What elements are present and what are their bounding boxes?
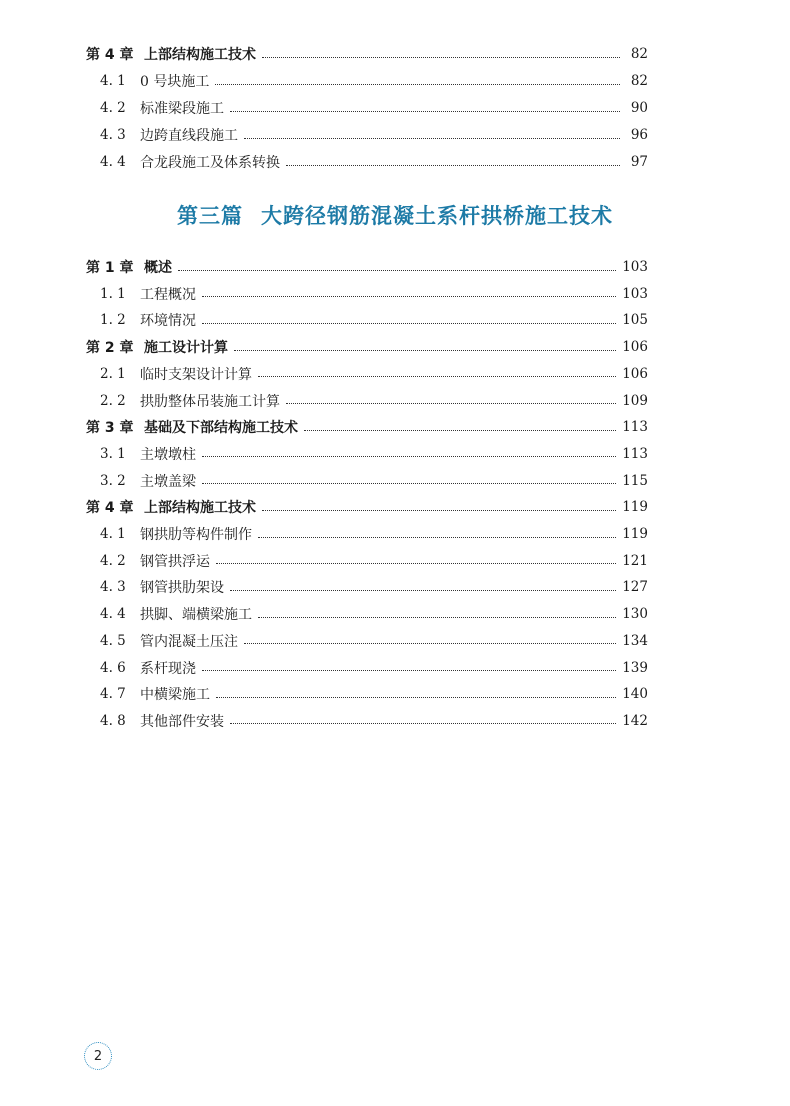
entry-page-number: 113 [622,445,648,462]
entry-number: 第 4 章 [86,500,134,517]
entry-page-number: 106 [622,365,648,382]
entry-page-number: 130 [622,606,648,623]
entry-title: 临时支架设计计算 [140,366,252,383]
entry-number: 4. 8 [100,712,126,729]
dot-leader [202,323,616,324]
entry-number: 第 1 章 [86,260,134,276]
toc-section-entry [86,574,648,600]
dot-leader [202,296,616,297]
toc-section-entry [86,149,648,175]
dot-leader [230,590,616,591]
toc-section-entry [86,468,648,494]
dot-leader [286,165,620,166]
entry-page-number: 115 [622,472,648,489]
part-number: 第三篇 [177,203,243,228]
part-heading [0,200,790,230]
dot-leader [178,270,616,271]
entry-title: 上部结构施工技术 [144,500,256,517]
entry-number: 第 2 章 [86,340,134,357]
dot-leader [286,403,616,404]
entry-title: 合龙段施工及体系转换 [140,155,280,171]
dot-leader [202,483,616,484]
toc-chapter-entry [86,494,648,520]
toc-section-entry [86,361,648,387]
toc-section-entry [86,655,648,681]
dot-leader [216,697,616,698]
entry-title: 管内混凝土压注 [140,633,238,650]
entry-page-number: 140 [622,686,648,703]
dot-leader [234,350,616,351]
toc-section-entry [86,628,648,654]
dot-leader [262,57,620,58]
toc-section-entry [86,548,648,574]
toc-section-entry [86,521,648,547]
entry-page-number: 96 [630,127,648,143]
toc-chapter-entry [86,334,648,360]
entry-title: 标准梁段施工 [140,101,224,117]
folio-number: 2 [93,1048,103,1064]
entry-number: 3. 2 [100,472,126,489]
toc-part-block [86,254,648,734]
dot-leader [258,617,616,618]
toc-section-entry [86,122,648,148]
entry-title: 钢管拱肋架设 [140,580,224,597]
entry-title: 环境情况 [140,313,196,330]
toc-section-entry [86,708,648,734]
entry-page-number: 127 [622,579,648,596]
entry-number: 4. 4 [100,154,126,170]
entry-page-number: 103 [622,259,648,275]
page-folio [84,1042,112,1070]
entry-page-number: 139 [622,659,648,676]
toc-section-entry [86,281,648,307]
entry-number: 2. 2 [100,392,126,409]
dot-leader [244,138,620,139]
dot-leader [230,723,616,724]
toc-chapter-entry [86,254,648,280]
entry-title: 钢拱肋等构件制作 [140,527,252,543]
entry-number: 3. 1 [100,445,126,462]
toc-section-entry [86,681,648,707]
entry-number: 4. 5 [100,632,126,649]
entry-title: 0 号块施工 [140,74,210,90]
entry-number: 1. 2 [100,312,126,329]
dot-leader [244,643,616,644]
entry-title: 上部结构施工技术 [144,47,256,63]
entry-number: 第 4 章 [86,47,134,63]
entry-page-number: 119 [622,526,648,542]
entry-page-number: 142 [622,712,648,729]
entry-title: 系杆现浇 [140,660,196,677]
entry-number: 4. 3 [100,127,126,143]
dot-leader [216,563,616,564]
toc-chapter-entry [86,41,648,67]
entry-title: 中横梁施工 [140,687,210,704]
toc-section-entry [86,601,648,627]
entry-number: 1. 1 [100,285,126,302]
entry-page-number: 82 [630,46,648,62]
toc-chapter-entry [86,414,648,440]
dot-leader [202,456,616,457]
entry-number: 4. 1 [100,526,126,542]
entry-number: 4. 6 [100,659,126,676]
dot-leader [202,670,616,671]
entry-page-number: 82 [630,73,648,89]
entry-title: 主墩盖梁 [140,473,196,490]
toc-section-entry [86,441,648,467]
toc-section-entry [86,95,648,121]
entry-title: 钢管拱浮运 [140,553,210,570]
entry-page-number: 134 [622,632,648,649]
toc-section-entry [86,388,648,414]
entry-title: 基础及下部结构施工技术 [144,420,298,437]
entry-number: 4. 2 [100,100,126,116]
entry-title: 拱肋整体吊装施工计算 [140,393,280,410]
toc-section-entry [86,307,648,333]
entry-title: 概述 [144,260,172,276]
entry-title: 其他部件安装 [140,713,224,730]
entry-number: 2. 1 [100,365,126,382]
entry-title: 边跨直线段施工 [140,128,238,144]
entry-page-number: 103 [622,285,648,302]
part-title: 大跨径钢筋混凝土系杆拱桥施工技术 [261,203,613,228]
entry-page-number: 121 [622,552,648,569]
entry-page-number: 106 [622,339,648,356]
dot-leader [258,376,616,377]
entry-number: 4. 2 [100,552,126,569]
dot-leader [262,510,616,511]
entry-page-number: 113 [622,419,648,436]
dot-leader [230,111,620,112]
dot-leader [304,430,616,431]
entry-number: 4. 4 [100,606,126,623]
entry-number: 4. 1 [100,73,126,89]
entry-number: 4. 7 [100,686,126,703]
entry-number: 4. 3 [100,579,126,596]
entry-title: 工程概况 [140,286,196,303]
dot-leader [215,84,620,85]
toc-section-entry [86,68,648,94]
entry-page-number: 119 [622,499,648,516]
entry-number: 第 3 章 [86,420,134,437]
entry-page-number: 90 [630,100,648,116]
entry-page-number: 105 [622,312,648,329]
dot-leader [258,537,616,538]
entry-page-number: 97 [630,154,648,170]
entry-title: 施工设计计算 [144,340,228,357]
toc-top-block [86,41,648,176]
entry-page-number: 109 [622,392,648,409]
entry-title: 主墩墩柱 [140,446,196,463]
entry-title: 拱脚、端横梁施工 [140,607,252,624]
